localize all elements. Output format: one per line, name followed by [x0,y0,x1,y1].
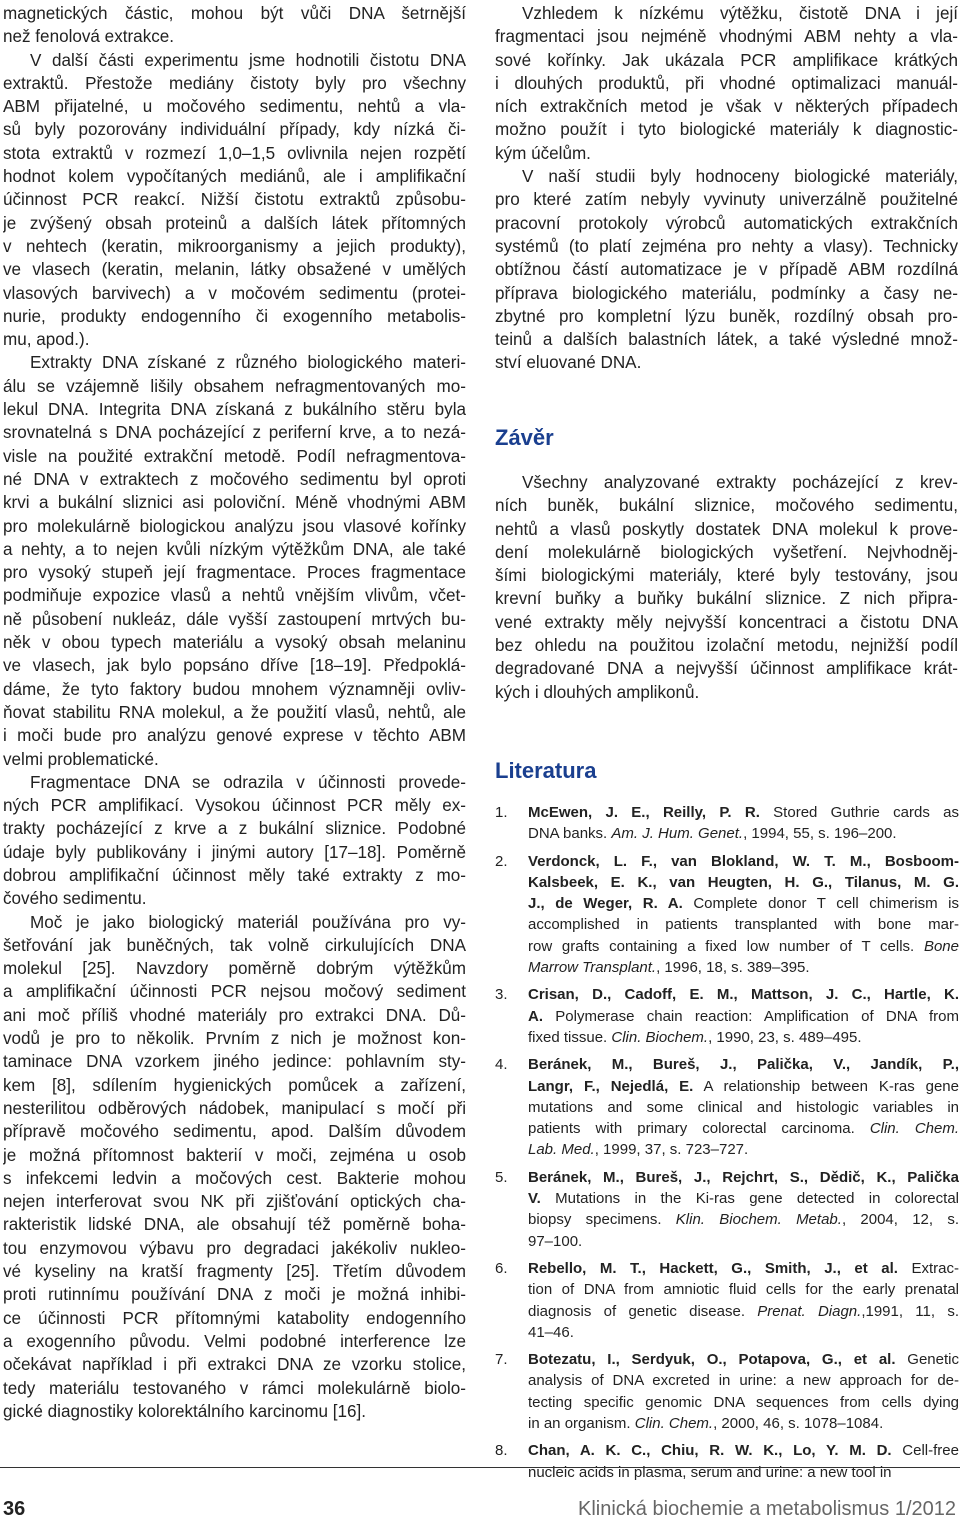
reference-number: 1. [495,804,508,821]
text-line: očekávat například i při extrakci DNA ze vzorku stolice, [3,1355,466,1375]
text-line: stota extraktů v rozmezí 1,0–1,5 ovlivnila nejen rozpětí [3,143,466,163]
right-column [495,2,958,375]
reference-segment: Cell-free [891,1442,959,1460]
reference-segment: analysis of DNA excreted in urine: a new approach for de- [528,1372,959,1390]
text-line: kem [8], sdílením hygienických pomůcek a zařízení, [3,1075,466,1095]
text-line: Všechny analyzované extrakty pocházející z krev- [522,473,958,492]
reference-number: 5. [495,1168,508,1186]
reference-item [495,802,959,845]
reference-line [528,1392,959,1413]
text-line: nesterilitou odběrových nádobek, manipulací s močí při [3,1098,466,1118]
text-line: vené extrakty měly nejvyšší koncentraci a čistotu DNA [495,612,958,632]
text-line: vodů je pro to několik. Prvním z nich je možnost kon- [3,1029,466,1049]
text-line: je zvýšený obsah proteinů a dalších látek přítomných [3,213,466,233]
reference-journal: Clin. Biochem. [611,1028,709,1046]
journal-name: Klinická biochemie a metabolismus 1/2012 [578,1498,956,1520]
text-line: krvi a bukální sliznici asi poloviční. Méně vhodnými ABM [3,493,466,513]
reference-segment: diagnosis of genetic disease. [528,1302,758,1320]
text-line: možno použít i tyto biologické materiály k diagnostic- [495,120,958,140]
reference-segment: fixed tissue. [528,1028,612,1046]
reference-item [495,1440,959,1483]
reference-text [528,851,959,979]
reference-line [528,1188,959,1209]
reference-line [528,1027,959,1048]
reference-line [528,984,959,1005]
reference-line [528,1413,959,1434]
text-line: ve vlasech (keratin, melanin, látky obsažené v umělých [3,260,466,280]
reference-line [528,1118,959,1139]
text-line: V naší studii byly hodnoceny biologické materiály, [522,167,958,187]
text-line: ních buněk, bukální sliznice, močového sedimentu, [495,496,958,516]
reference-authors: Langr, F., Nejedlá, E. [528,1077,694,1095]
reference-segment: , 1996, 18, s. 389–395. [656,959,810,977]
text-line: né DNA v extraktech z močového sedimentu byl oproti [3,469,466,489]
reference-line [528,872,959,893]
text-line: degradované DNA a nejvyšší účinnost amplifikace krát- [495,659,958,679]
text-line: přípravě močového sedimentu, apod. Dalším důvodem [3,1122,466,1142]
reference-line [528,936,959,957]
reference-segment: accomplished in patients transplanted with bone mar- [528,916,959,934]
reference-line [528,1258,959,1279]
text-line: V další části experimentu jsme hodnotili čistotu DNA [30,50,466,70]
text-line: i dlouhých produktů, při vhodné optimalizaci manuál- [495,73,958,93]
reference-authors: V. [528,1190,541,1208]
text-line: a amplifikační účinnosti PCR nejsou močový sediment [3,982,466,1002]
reference-segment: ,1991, 11, s. [861,1302,959,1320]
text-line: vlasových barvivech) a v močovém sedimentu (protei- [3,283,466,303]
text-line: taminace DNA vzorkem jiného jedince: pohlavním sty- [3,1052,466,1072]
text-line: obtížnou částí automatizace je v případě ABM rozdílná [495,260,958,280]
reference-journal: Bone [923,937,959,955]
text-line: hodnot kolem vypočítaných mediánů, ale i amplifikační [3,167,466,187]
text-line: nehtů a vlasů poskytly dostatek DNA molekul k prove- [495,519,958,539]
reference-line [528,1076,959,1097]
text-line: příprava biologického materiálu, podmínky a časy ne- [495,283,958,303]
reference-text [528,1258,959,1343]
text-line: je možná přítomnost bakterií v moči, zejména u osob [3,1145,466,1165]
text-line: proti rutinnímu používání DNA z moči je možná inhibi- [3,1285,466,1305]
text-line: ních extrakčních metod je však v některých případech [495,97,958,117]
text-line: i moči bude pro analýzu genové exprese v těchto ABM [3,726,466,746]
reference-item [495,1258,959,1343]
reference-line [528,1370,959,1391]
reference-number: 6. [495,1259,508,1277]
reference-text [528,1167,959,1252]
text-line: čového sedimentu. [3,889,147,909]
reference-authors: McEwen, J. E., Reilly, P. R. [528,804,760,821]
reference-line [528,1167,959,1188]
reference-segment: 97–100. [528,1232,583,1250]
reference-segment: tion of DNA from amniotic fluid cells for the early prenatal [528,1281,959,1299]
reference-authors: A. [528,1007,543,1025]
text-line: účinnost PCR reakcí. Nižší čistotu extraktů způsobu- [3,190,466,210]
reference-journal: Clin. Chem. [634,1415,714,1433]
reference-segment: , 1990, 23, s. 489–495. [708,1028,862,1046]
text-line: ABM přijatelné, u močového sedimentu, nehtů a vla- [3,97,466,117]
reference-segment: tecting specific genomic DNA sequences from cells dying [528,1393,959,1411]
reference-journal: Prenat. Diagn. [757,1302,862,1320]
text-line: ství eluované DNA. [495,353,642,373]
text-line: lekul DNA. Integrita DNA získaná z bukálního stěru byla [3,400,466,420]
reference-journal: Lab. Med. [528,1141,595,1159]
reference-authors: J., de Weger, R. A. [528,895,683,913]
reference-authors: Verdonck, L. F., van Blokland, W. T. M., Bosboom- [528,852,959,870]
text-line: fragmentaci jsou nejméně vhodnými ABM nehty a vla- [495,27,958,47]
text-line: šími biologickými materiály, které byly testovány, jsou [495,566,958,586]
reference-item [495,1167,959,1252]
text-line: kým účelům. [495,143,591,163]
reference-item [495,851,959,979]
text-line: pro vysoký stupeň její fragmentace. Proces fragmentace [3,563,466,583]
reference-segment: 41–46. [528,1323,574,1341]
reference-segment: Stored Guthrie cards as [759,804,959,821]
text-line: pracovní protokoly výrobců automatických extrakčních [495,213,958,233]
conclusion-body [495,471,958,704]
text-line: ce účinnosti PCR přítomnými katabolity endogenního [3,1308,466,1328]
text-line: Moč je jako biologický materiál používána pro vy- [30,912,466,932]
reference-number: 8. [495,1442,508,1460]
reference-line [528,1231,959,1252]
reference-authors: Rebello, M. T., Hackett, G., Smith, J., et al. [528,1259,898,1277]
text-line: něk v obou typech materiálu a vysoký obsah melaninu [3,633,466,653]
reference-number: 3. [495,986,508,1004]
text-line: systémů (to platí zejména pro nehty a vlasy). Technicky [495,236,958,256]
reference-item [495,1054,959,1160]
reference-segment: , 1999, 37, s. 723–727. [594,1141,749,1159]
text-line: magnetických částic, mohou být vůči DNA šetrnější [3,4,466,23]
text-line: ani moč příliš vhodné materiály pro extrakci DNA. Dů- [3,1005,466,1025]
reference-segment: Genetic [895,1351,959,1369]
reference-segment: DNA banks. [528,825,612,843]
reference-segment: biopsy specimens. [528,1211,676,1229]
text-line: kých i dlouhých amplikonů. [495,682,700,702]
text-line: mu, apod.). [3,330,90,350]
text-line: tou enzymovou výbavu pro degradaci jakékoliv nukleo- [3,1238,466,1258]
text-line: ve vlasech, jak bylo popsáno dříve [18–19]. Předpoklá- [3,656,466,676]
text-line: nurie, produkty endogenního či exogenního metabolis- [3,306,466,326]
reference-line [528,851,959,872]
text-line: teinů a dalších balastních látek, a také výsledné množ- [495,330,958,350]
text-line: ných PCR amplifikací. Vysokou účinnost PCR měly ex- [3,796,466,816]
footer-divider [0,1467,960,1468]
text-line: Fragmentace DNA se odrazila v účinnosti provede- [30,772,466,792]
reference-text [528,1349,959,1434]
reference-list [495,802,959,1489]
text-line: gické diagnostiky kolorektálního karcinomu [16]. [3,1401,366,1421]
reference-text [528,1440,959,1483]
reference-line [528,1322,959,1343]
reference-line [528,1462,959,1483]
text-line: podmiňuje expozice vlasů a nehtů vnějším vlivům, včet- [3,586,466,606]
text-line: údaje byly publikovány i jinými autory [17–18]. Poměrně [3,842,466,862]
reference-item [495,984,959,1048]
reference-line [528,1209,959,1230]
reference-segment: , 2000, 46, s. 1078–1084. [713,1415,884,1433]
text-line: s infekcemi ledvin a močových cest. Bakterie mohou [3,1168,466,1188]
reference-segment: nucleic acids in plasma, serum and urine: a new tool in [528,1463,892,1481]
reference-segment: Complete donor T cell chimerism is [682,895,959,913]
reference-authors: Crisan, D., Cadoff, E. M., Mattson, J. C., Hartle, K. [528,986,959,1004]
text-line: nejen interferovat svou NK při zjišťování optických cha- [3,1192,466,1212]
reference-line [528,802,959,823]
reference-segment: , 1994, 55, s. 196–200. [743,825,897,843]
reference-line [528,1054,959,1075]
reference-authors: Kalsbeek, E. K., van Heugten, H. G., Tilanus, M. G. [528,873,959,891]
reference-segment: Mutations in the Ki-ras gene detected in colorectal [540,1190,959,1208]
reference-line [528,1440,959,1461]
reference-line [528,1349,959,1370]
reference-line [528,823,959,844]
reference-line [528,1097,959,1118]
reference-segment: patients with primary colorectal carcinoma. [528,1120,870,1138]
reference-authors: Chan, A. K. C., Chiu, R. W. K., Lo, Y. M. D. [528,1442,892,1460]
text-line: molekul [25]. Navzdory poměrně dobrým výtěžkům [3,959,466,979]
references-heading: Literatura [495,758,597,783]
reference-authors: Beránek, M., Bureš, J., Palička, V., Jandík, P., [528,1056,959,1074]
text-line: extraktů. Přestože mediány čistoty byly pro všechny [3,73,466,93]
text-line: krevní buňky a buňky bukální sliznice. Z nich připra- [495,589,958,609]
text-line: dobrou amplifikační účinnost měly také extrakty z mo- [3,865,466,885]
reference-segment: Polymerase chain reaction: Amplification of DNA from [543,1007,959,1025]
reference-segment: in an organism. [528,1415,635,1433]
reference-line [528,893,959,914]
reference-authors: Beránek, M., Bureš, J., Rejchrt, S., Dědič, K., Palička [528,1168,959,1186]
text-line: a exogenního původu. Velmi podobné interference lze [3,1331,466,1351]
reference-journal: Am. J. Hum. Genet. [611,825,744,843]
text-line: vé kyseliny na kratší fragmenty [25]. Třetím důvodem [3,1262,466,1282]
reference-segment: A relationship between K-ras gene [693,1077,959,1095]
text-line: sů byly pozorovány individuální případy, kdy nízká či- [3,120,466,140]
reference-segment: , 2004, 12, s. [841,1211,959,1229]
text-line: pro molekulárně biologickou analýzu jsou vlasové kořínky [3,516,466,536]
reference-line [528,1006,959,1027]
text-line: velmi problematické. [3,749,159,769]
text-line: Vzhledem k nízkému výtěžku, čistotě DNA i její [522,4,958,23]
reference-number: 2. [495,852,508,870]
text-line: sové kořínky. Jak ukázala PCR amplifikace krátkých [495,50,958,70]
page-number: 36 [3,1498,26,1520]
reference-line [528,1301,959,1322]
reference-line [528,914,959,935]
text-line: tedy materiálu testovaného v rámci molekulárně biolo- [3,1378,466,1398]
reference-text [528,1054,959,1160]
text-line: zbytné pro kompletní lýzu buněk, rozdílný obsah pro- [495,306,958,326]
text-line: dení molekulárně biologických vyšetření. Nejvhodněj- [495,542,958,562]
text-line: Extrakty DNA získané z různého biologického materi- [30,353,466,373]
text-line: srovnatelná s DNA pocházející z periferní krve, a to nezá- [3,423,466,443]
text-line: rakteristik lidské DNA, ale obsahují též poměrně boha- [3,1215,466,1235]
reference-segment: row grafts containing a fixed low number of T cells. [528,937,924,955]
reference-line [528,1279,959,1300]
reference-number: 7. [495,1351,508,1369]
text-line: pro které zatím nebyly vyvinuty univerzálně použitelné [495,190,958,210]
text-line: v nehtech (keratin, mikroorganismy a jejich produkty), [3,236,466,256]
text-line: ně působení nukleáz, dále vyšší zastoupení mrtvých bu- [3,609,466,629]
reference-journal: Klin. Biochem. Metab. [675,1211,842,1229]
text-line: než fenolová extrakce. [3,27,175,47]
reference-journal: Marrow Transplant. [528,959,657,977]
text-line: dáme, že tyto faktory budou mnohem významněji ovliv- [3,679,466,699]
conclusion-heading: Závěr [495,425,554,450]
text-line: bez ohledu na použitou izolační metodu, nejnižší podíl [495,636,958,656]
reference-line [528,1139,959,1160]
reference-number: 4. [495,1056,508,1074]
reference-segment: Extrac- [897,1259,959,1277]
text-line: ňovat stabilitu RNA molekul, a že použití vlasů, nehtů, ale [3,702,466,722]
text-line: a nehty, a to nejen kvůli nízkým výtěžkům DNA, ale také [3,539,466,559]
reference-segment: mutations and some clinical and histologic variables in [528,1098,959,1116]
reference-text [528,984,959,1048]
text-line: šetřování jak buněčných, tak volně cirkulujících DNA [3,935,466,955]
text-line: visle na použité extrakční metodě. Podíl nefragmentova- [3,446,466,466]
reference-journal: Clin. Chem. [869,1120,959,1138]
reference-text [528,802,959,845]
reference-line [528,957,959,978]
text-line: trakty pocházející z krve a z bukální sliznice. Podobné [3,819,466,839]
reference-authors: Botezatu, I., Serdyuk, O., Potapova, G., et al. [528,1351,896,1369]
reference-item [495,1349,959,1434]
left-column [3,2,466,1423]
text-line: álu se vzájemně lišily obsahem nefragmentovaných mo- [3,376,466,396]
